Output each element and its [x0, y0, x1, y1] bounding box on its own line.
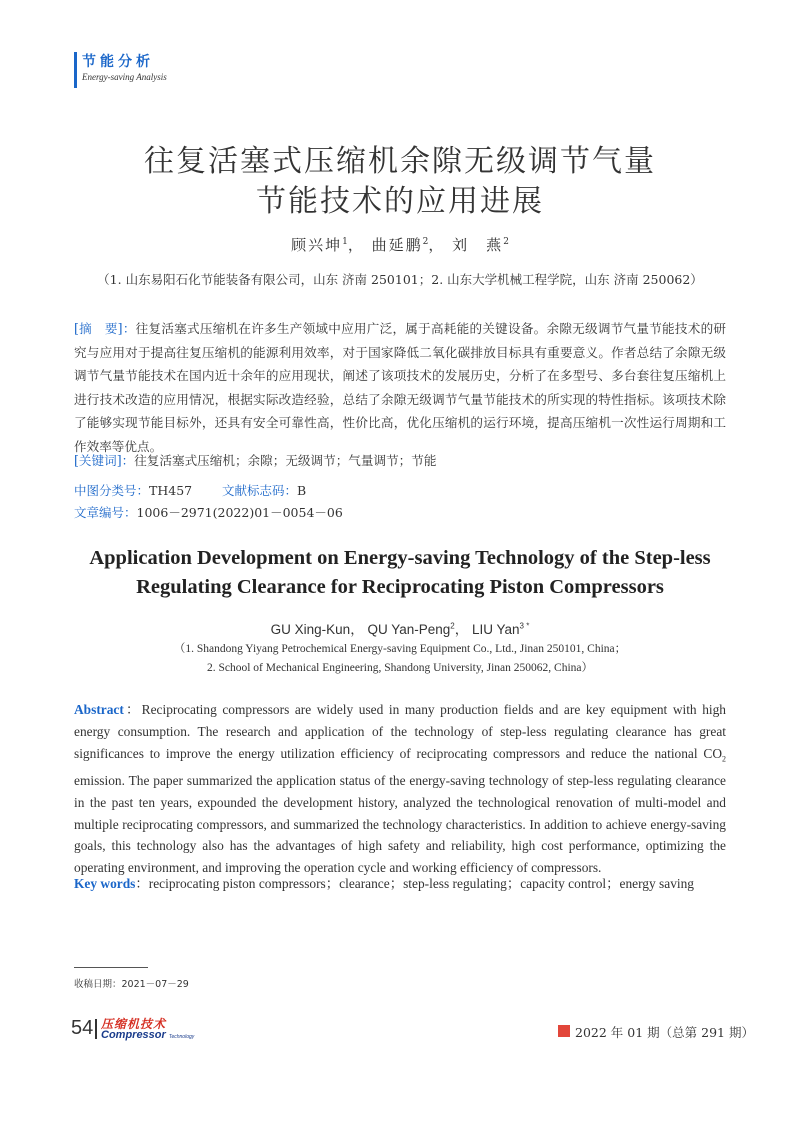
doc-code-value: B — [297, 483, 307, 498]
footnote-rule — [74, 967, 148, 968]
authors-en — [0, 618, 800, 638]
clc-label: 中图分类号： — [74, 483, 150, 498]
affiliation-cn: （1. 山东易阳石化节能装备有限公司，山东 济南 250101；2. 山东大学机械工程学院，山东 济南 250062） — [97, 272, 703, 287]
keywords-en-text: reciprocating piston compressors；clearance；step-less regulating；capacity control；energy saving — [148, 876, 695, 891]
author-affil-sup: 2 — [422, 237, 429, 247]
author-name: 顾兴坤 — [291, 236, 343, 254]
journal-name-en — [101, 1029, 194, 1041]
title-cn-line-2: 节能技术的应用进展 — [256, 184, 544, 219]
author-name: 刘 燕 — [452, 236, 504, 254]
section-title: 节能分析 — [82, 54, 154, 70]
abstract-en-text-1: Reciprocating compressors are widely used in many production fields and are key equipment with high energy consumption. The research and application of the technology of step-less regulating clearance has great significances to improve the energy utilization efficiency of reciprocating compressors and reduce the national CO — [74, 702, 726, 761]
received-date: 收稿日期：2021－07－29 — [74, 979, 189, 990]
abstract-cn-text: 往复活塞式压缩机在许多生产领域中应用广泛，属于高耗能的关键设备。余隙无级调节气量节能技术的研究与应用对于提高往复压缩机的能源利用效率，对于国家降低二氧化碳排放目标具有重要意义。作者总结了余隙无级调节气量节能技术在国内近十余年的应用现状，阐述了该项技术的发展历史，分析了在多型号、多台套往复压缩机上进行技术改造的应用情况，根据实际改造经验，总结了余隙无级调节气量节能技术的所实现的特性指标。该项技术除了能够实现节能目标外，还具有安全可靠性高，性价比高，优化压缩机的运行环境，提高压缩机一次性运行周期和工作效率等优点。 — [74, 321, 727, 454]
keywords-en — [74, 873, 726, 892]
title-en-line-2: Regulating Clearance for Reciprocating Piston Compressors — [136, 576, 664, 598]
abstract-en-subscript: 2 — [722, 754, 726, 764]
title-cn-line-1: 往复活塞式压缩机余隙无级调节气量 — [144, 144, 656, 179]
section-accent-bar — [74, 52, 77, 88]
journal-name-cn: 压缩机技术 — [101, 1017, 167, 1031]
author-en-sep: ， — [454, 622, 469, 637]
author-en-sup: 2 — [450, 621, 455, 631]
author-name: 曲延鹏 — [371, 236, 423, 254]
author-en-name: QU Yan-Peng — [367, 622, 451, 637]
article-no-value: 1006－2971(2022)01－0054－06 — [136, 505, 343, 520]
journal-name-en-main: Compressor — [101, 1029, 166, 1041]
author-en-sup: 3 * — [519, 621, 530, 631]
document-code — [222, 481, 306, 499]
clc-value: TH457 — [149, 483, 193, 498]
affiliation-en-line-2: 2. School of Mechanical Engineering, Shandong University, Jinan 250062, China） — [206, 662, 594, 674]
keywords-cn-text: 往复活塞式压缩机；余隙；无级调节；气量调节；节能 — [134, 453, 437, 468]
keywords-cn — [74, 450, 726, 469]
abstract-en-sep: ： — [123, 702, 142, 717]
abstract-en — [74, 699, 726, 879]
article-no-label: 文章编号： — [74, 505, 137, 520]
issue-marker-icon — [558, 1025, 570, 1037]
author-en-name: GU Xing-Kun — [270, 622, 351, 637]
keywords-en-label: Key words — [74, 876, 136, 891]
keywords-cn-label: [关键词]： — [74, 453, 135, 468]
abstract-en-text-2: emission. The paper summarized the application status of the energy-saving technology of step-less regulating clearance in the past ten years, expounded the development history, analyzed the technological renovation of multi-model and multiple reciprocating compressors, and summarized the technology characteristics. In addition to achieve energy-saving goals, this technology also has the advantages of high safety and reliability, high cost performance, optimizing the operating environment, and improving the operation cycle and working efficiency of compressors. — [74, 773, 726, 876]
footer-divider — [95, 1019, 97, 1039]
author-sep: ， — [428, 236, 446, 254]
keywords-en-sep: ： — [135, 876, 149, 891]
section-subtitle: Energy-saving Analysis — [82, 72, 167, 82]
author-en-name: LIU Yan — [472, 622, 520, 637]
author-en-sep: ， — [350, 622, 364, 637]
author-sep: ， — [347, 236, 365, 254]
author-affil-sup: 1 — [342, 237, 348, 247]
abstract-cn-label: [摘 要]： — [74, 321, 136, 336]
title-en-line-1: Application Development on Energy-saving Technology of the Step-less — [89, 547, 711, 569]
page-number: 54 — [71, 1017, 94, 1039]
clc-number — [74, 481, 192, 499]
author-affil-sup: 2 — [503, 237, 509, 247]
journal-name-en-small: Technology — [168, 1034, 195, 1040]
affiliation-en-line-1: （1. Shandong Yiyang Petrochemical Energy-saving Equipment Co., Ltd., Jinan 250101, China； — [173, 643, 627, 655]
journal-logo — [101, 1015, 194, 1041]
issue-info: 2022 年 01 期（总第 291 期） — [575, 1025, 754, 1040]
doc-code-label: 文献标志码： — [222, 483, 298, 498]
abstract-en-label: Abstract — [74, 702, 124, 717]
article-number — [74, 503, 343, 521]
abstract-cn — [74, 317, 726, 458]
authors-cn — [0, 234, 800, 255]
